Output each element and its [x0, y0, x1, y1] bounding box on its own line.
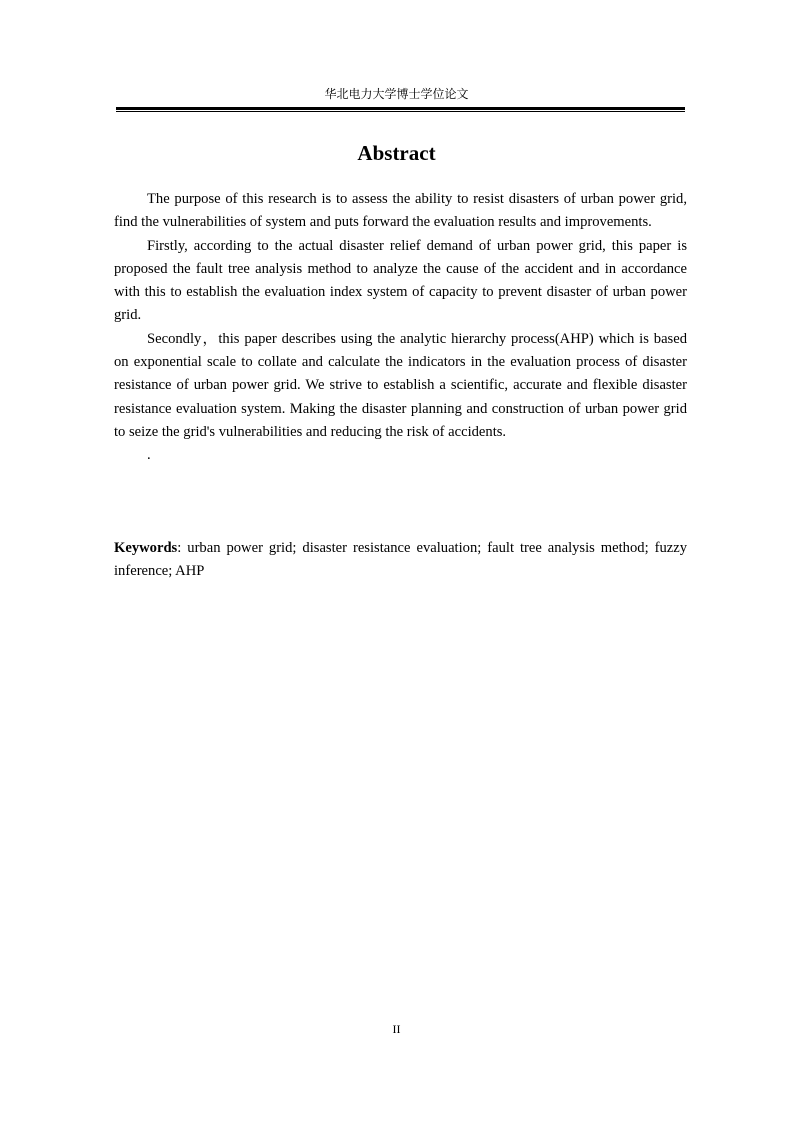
abstract-paragraph: Secondly，this paper describes using the analytic hierarchy process(AHP) which is based on exponential scale to collate and calculate the indicators in the evaluation process of disaster resistance of urban power grid. We strive to establish a scientific, accurate and flexible disaster resistance evaluation system. Making the disaster planning and construction of urban power grid to seize the grid's vulnerabilities and reducing the risk of accidents.: [114, 330, 687, 440]
page-number: II: [392, 1022, 401, 1036]
keywords-label: Keywords: [114, 540, 178, 556]
keywords-separator: :: [177, 540, 182, 556]
header-rule-thin: [116, 111, 685, 112]
header-rule-thick: [116, 107, 685, 110]
abstract-body: [114, 188, 687, 468]
abstract-paragraph: Firstly, according to the actual disaster relief demand of urban power grid, this paper is proposed the fault tree analysis method to analyze the cause of the accident and in accordance with this to establish the evaluation index system of capacity to prevent disaster of urban power grid.: [114, 237, 687, 324]
keywords-line: [114, 537, 687, 584]
abstract-paragraph: The purpose of this research is to assess the ability to resist disasters of urban power grid, find the vulnerabilities of system and puts forward the evaluation results and improvements.: [114, 191, 687, 231]
running-header: 华北电力大学博士学位论文: [324, 87, 469, 101]
abstract-heading: Abstract: [357, 141, 436, 165]
trailing-period: .: [147, 447, 151, 464]
keywords-text: urban power grid; disaster resistance evaluation; fault tree analysis method; fuzzy inference; AHP: [114, 540, 687, 580]
